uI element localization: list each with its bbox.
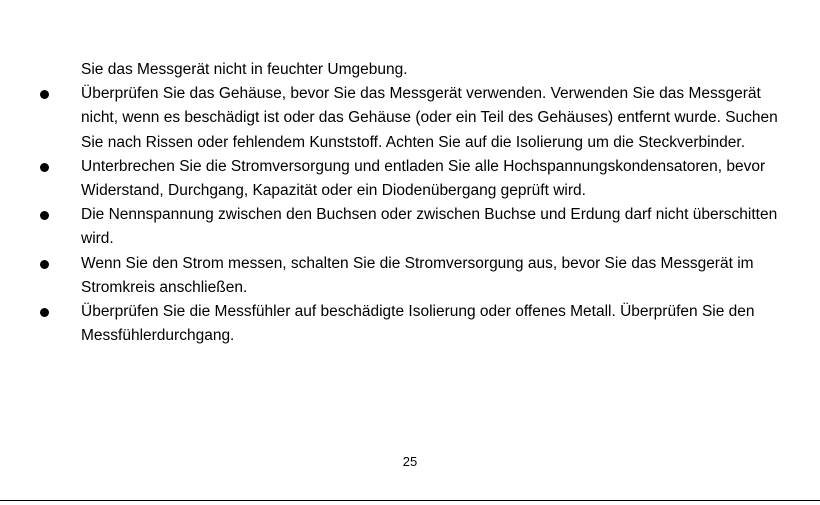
bullet-text: Überprüfen Sie das Gehäuse, bevor Sie das Messgerät verwenden. Verwenden Sie das Messgerät nicht, wenn es beschädigt ist oder das Gehäuse (oder ein Teil des Gehäuses) entfernt wurde. Suchen Sie nach Rissen oder fehlendem Kunststoff. Achten Sie auf die Isolierung um die Steckverbinder. [81, 85, 778, 151]
bullet-dot-icon [40, 90, 49, 99]
safety-instructions [36, 58, 796, 348]
bullet-list [36, 82, 796, 348]
bullet-item [36, 82, 796, 155]
bullet-dot-icon [40, 163, 49, 172]
bullet-text: Unterbrechen Sie die Stromversorgung und entladen Sie alle Hochspannungskondensatoren, bevor Widerstand, Durchgang, Kapazität oder ein Diodenübergang geprüft wird. [81, 157, 766, 200]
bullet-item [36, 155, 796, 203]
bullet-text: Überprüfen Sie die Messfühler auf beschädigte Isolierung oder offenes Metall. Überprüfen Sie den Messfühlerdurchgang. [81, 303, 755, 345]
bullet-dot-icon [40, 211, 49, 220]
bullet-text: Die Nennspannung zwischen den Buchsen oder zwischen Buchse und Erdung darf nicht überschitten wird. [81, 206, 778, 248]
page-number: 25 [402, 454, 418, 469]
bullet-item [36, 300, 796, 348]
bullet-dot-icon [40, 308, 49, 317]
bullet-text: Wenn Sie den Strom messen, schalten Sie die Stromversorgung aus, bevor Sie das Messgerät im Stromkreis anschließen. [81, 254, 754, 296]
bullet-item [36, 203, 796, 251]
footer-divider [0, 500, 820, 501]
intro-line: Sie das Messgerät nicht in feuchter Umgebung. [81, 61, 408, 78]
bullet-dot-icon [40, 260, 49, 269]
bullet-item [36, 252, 796, 300]
